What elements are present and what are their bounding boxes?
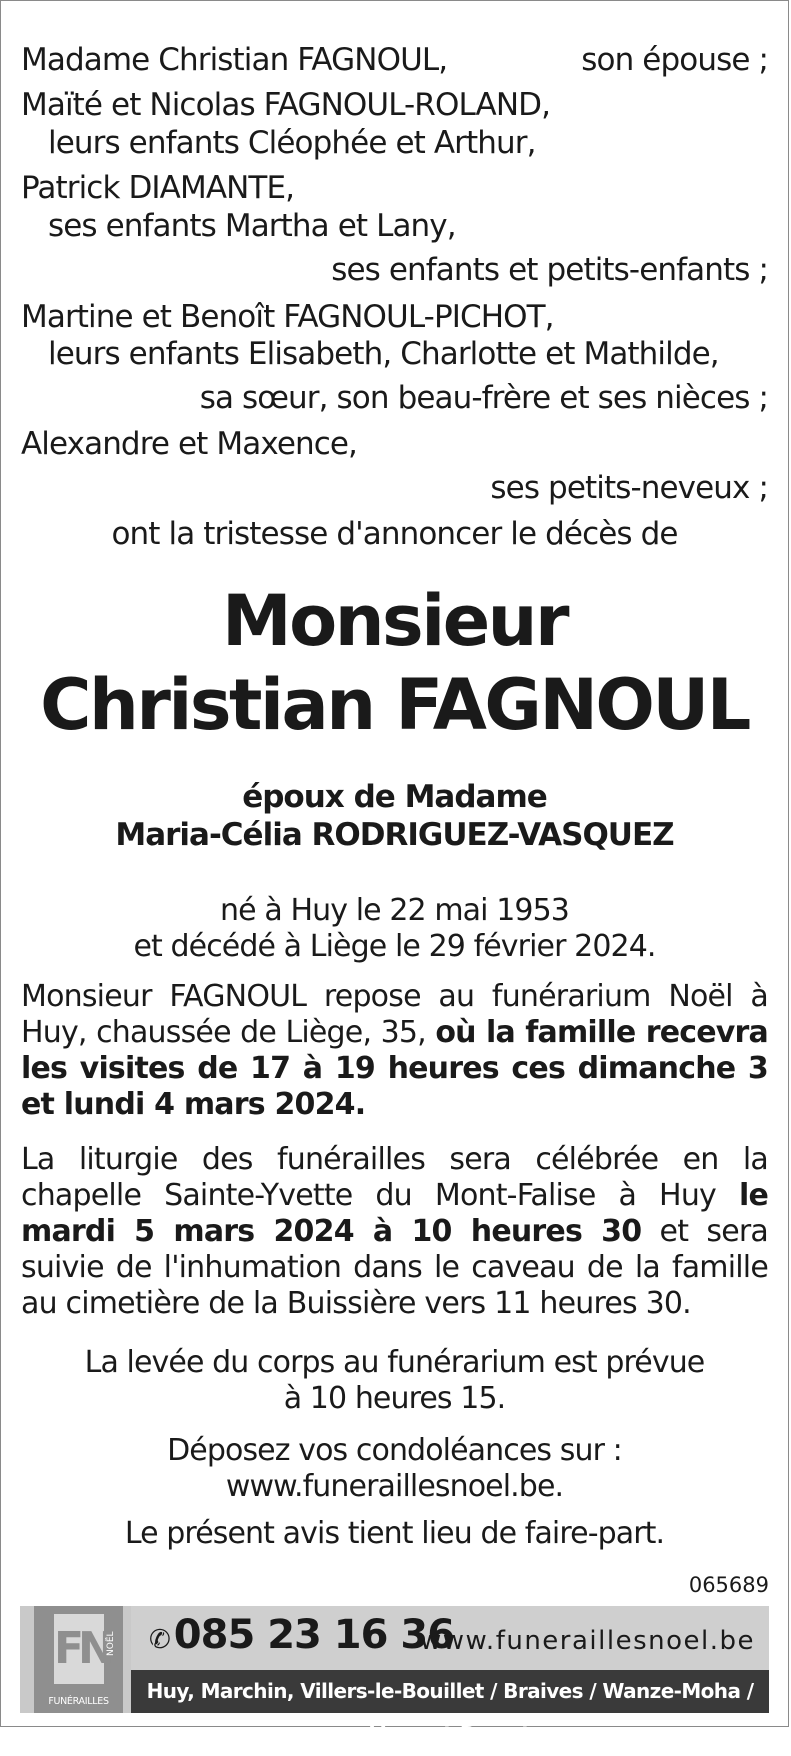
family-relation-wife: son épouse ; [581,42,768,78]
phone-number-text: 085 23 16 36 [173,1612,455,1658]
family-line-2: Maïté et Nicolas FAGNOUL-ROLAND, [21,87,551,123]
phone-icon: ✆ [149,1625,170,1655]
footer-contact-bar [131,1606,769,1670]
announcement-line: ont la tristesse d'annoncer le décès de [111,516,678,552]
condolences-line-1: Déposez vos condoléances sur : [167,1433,622,1468]
death-line: et décédé à Liège le 29 février 2024. [133,929,656,964]
funeral-home-logo [34,1606,123,1713]
liturgy-bold: le mardi 5 mars 2024 à 10 heures 30 [21,1178,768,1249]
visits-bold: où la famille recevra les visites de 17 à 19 heures ces dimanche 3 et lundi 4 mars 2024. [21,1015,768,1122]
levee-line-1: La levée du corps au funérarium est prévue [84,1345,705,1380]
family-line-5: ses enfants Martha et Lany, [48,208,456,244]
spouse-line-2: Maria-Célia RODRIGUEZ-VASQUEZ [115,817,674,853]
family-line-11: ses petits-neveux ; [490,470,768,506]
website-link[interactable]: www.funeraillesnoel.be [420,1626,755,1656]
family-line-9: sa sœur, son beau-frère et ses nièces ; [199,380,768,416]
family-line-4: Patrick DIAMANTE, [21,170,295,206]
liturgy-text-1: La liturgie des funérailles sera célébrée en la chapelle Sainte-Yvette du Mont-Falise à Huy [21,1142,768,1213]
liturgy-paragraph [21,1142,768,1322]
reference-number: 065689 [688,1573,769,1597]
family-line-8: leurs enfants Elisabeth, Charlotte et Mathilde, [48,336,719,372]
logo-label: FUNÉRAILLES [48,1696,109,1707]
locations-bar: Huy, Marchin, Villers-le-Bouillet / Braives / Wanze-Moha / Vaux-et-Borset [131,1670,769,1713]
phone-number[interactable] [149,1612,454,1658]
fn-logo-icon: FN [54,1614,104,1684]
condolences-link[interactable]: www.funeraillesnoel.be. [225,1469,564,1504]
liturgy-text-2: et sera suivie de l'inhumation dans le caveau de la famille au cimetière de la Buissière vers 11 heures 30. [21,1214,768,1321]
visits-text: Monsieur FAGNOUL repose au funérarium Noël à Huy, chaussée de Liège, 35, [21,979,768,1050]
family-line-3: leurs enfants Cléophée et Arthur, [48,125,536,161]
deceased-title: Monsieur [221,580,568,662]
birth-line: né à Huy le 22 mai 1953 [220,893,569,928]
visits-paragraph [21,979,768,1123]
levee-line-2: à 10 heures 15. [283,1381,506,1416]
logo-noel-text: NOËL [106,1631,116,1656]
family-line-6: ses enfants et petits-enfants ; [331,252,768,288]
faire-part-line: Le présent avis tient lieu de faire-part. [124,1516,665,1551]
family-line-7: Martine et Benoît FAGNOUL-PICHOT, [21,299,554,335]
spouse-line-1: époux de Madame [242,779,547,815]
family-line-wife: Madame Christian FAGNOUL, [21,42,448,78]
funeral-home-banner [20,1606,769,1746]
family-line-10: Alexandre et Maxence, [21,426,358,462]
deceased-name: Christian FAGNOUL [40,664,749,746]
